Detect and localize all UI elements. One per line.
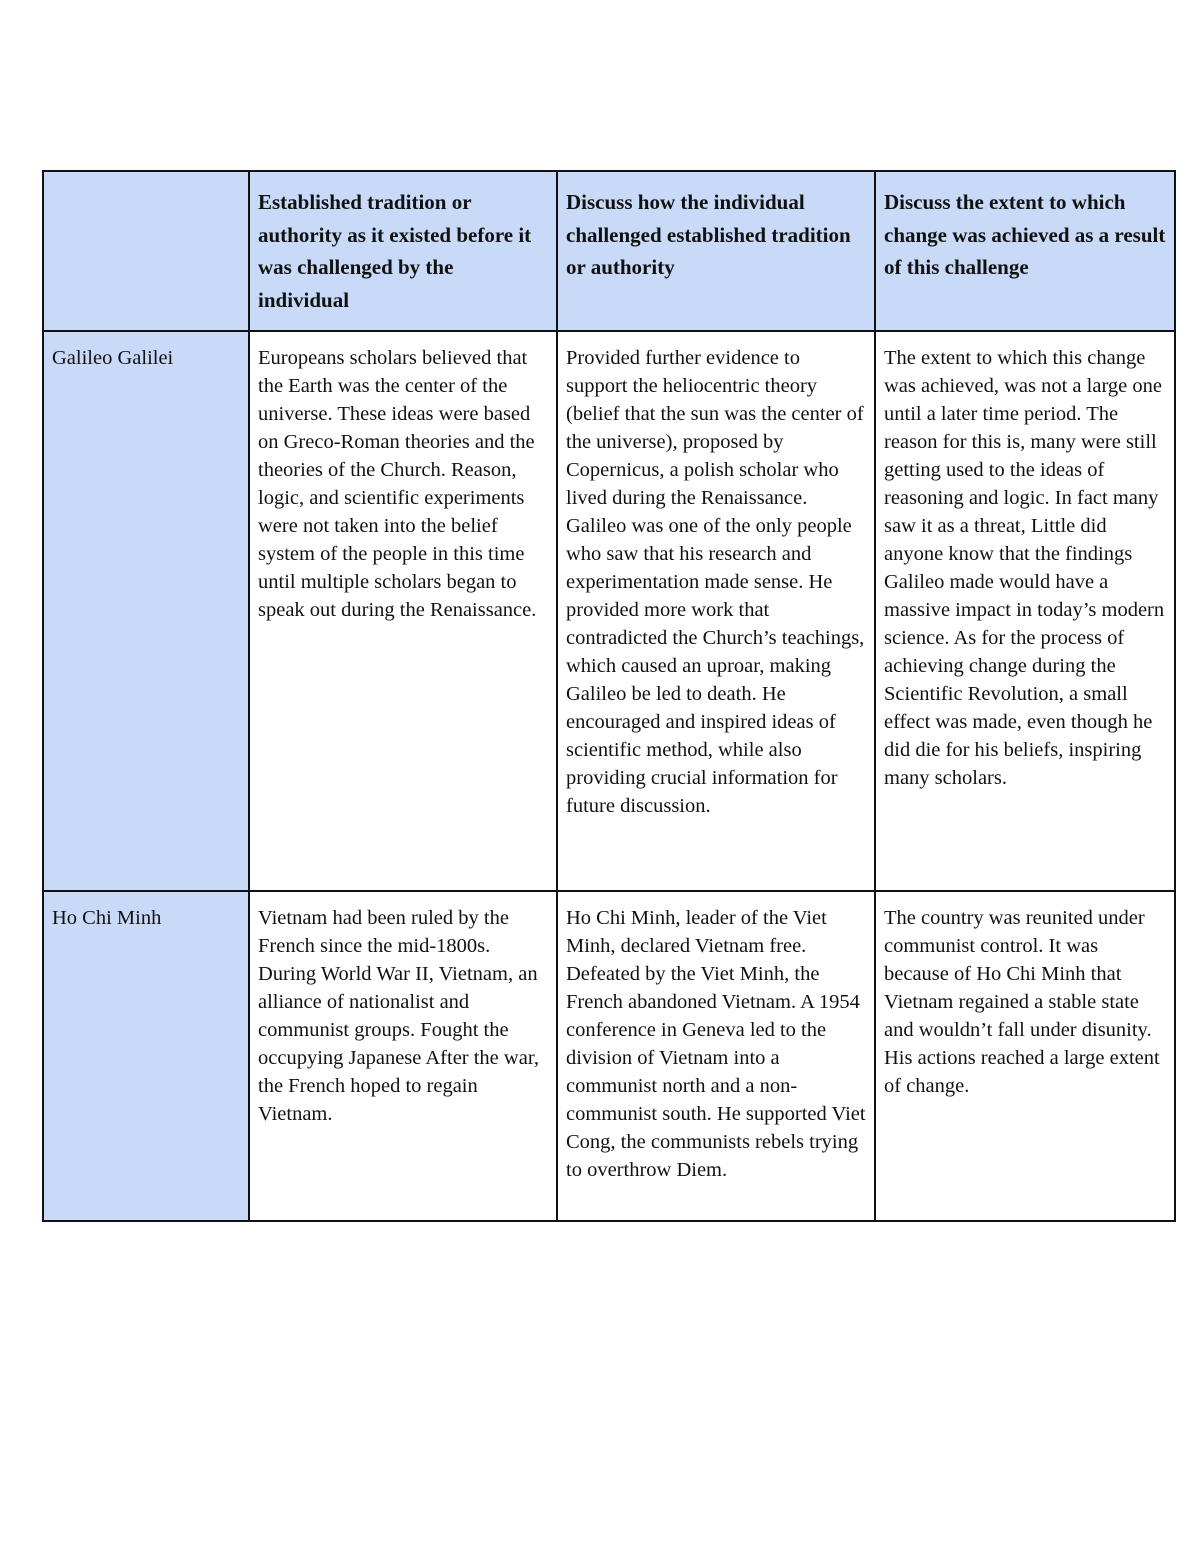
extent-cell: The extent to which this change was achieved, was not a large one until a later time period. The reason for this is, many were still getting used to the ideas of reasoning and logic. In fact many saw it as a threat, Little did anyone know that the findings Galileo made would have a massive impact in today’s modern science. As for the process of achieving change during the Scientific Revolution, a small effect was made, even though he did die for his beliefs, inspiring many scholars. [875, 331, 1175, 891]
challenge-cell: Provided further evidence to support the heliocentric theory (belief that the sun was the center of the universe), proposed by Copernicus, a polish scholar who lived during the Renaissance. Galileo was one of the only people who saw that his research and experimentation made sense. He provided more work that contradicted the Church’s teachings, which caused an uproar, making Galileo be led to death. He encouraged and inspired ideas of scientific method, while also providing crucial information for future discussion. [557, 331, 875, 891]
header-cell-tradition: Established tradition or authority as it existed before it was challenged by the individual [249, 171, 557, 331]
table-row [43, 331, 1175, 891]
row-name-cell: Galileo Galilei [43, 331, 249, 891]
comparison-table [42, 170, 1176, 1222]
table-header-row [43, 171, 1175, 331]
tradition-cell: Europeans scholars believed that the Earth was the center of the universe. These ideas were based on Greco-Roman theories and the theories of the Church. Reason, logic, and scientific experiments were not taken into the belief system of the people in this time until multiple scholars began to speak out during the Renaissance. [249, 331, 557, 891]
challenge-cell: Ho Chi Minh, leader of the Viet Minh, declared Vietnam free. Defeated by the Viet Minh, the French abandoned Vietnam. A 1954 conference in Geneva led to the division of Vietnam into a communist north and a non-communist south. He supported Viet Cong, the communists rebels trying to overthrow Diem. [557, 891, 875, 1221]
header-cell-challenge: Discuss how the individual challenged established tradition or authority [557, 171, 875, 331]
header-cell-extent: Discuss the extent to which change was achieved as a result of this challenge [875, 171, 1175, 331]
extent-cell: The country was reunited under communist control. It was because of Ho Chi Minh that Vietnam regained a stable state and wouldn’t fall under disunity. His actions reached a large extent of change. [875, 891, 1175, 1221]
table-row [43, 891, 1175, 1221]
tradition-cell: Vietnam had been ruled by the French since the mid-1800s. During World War II, Vietnam, an alliance of nationalist and communist groups. Fought the occupying Japanese After the war, the French hoped to regain Vietnam. [249, 891, 557, 1221]
header-cell-empty [43, 171, 249, 331]
row-name-cell: Ho Chi Minh [43, 891, 249, 1221]
